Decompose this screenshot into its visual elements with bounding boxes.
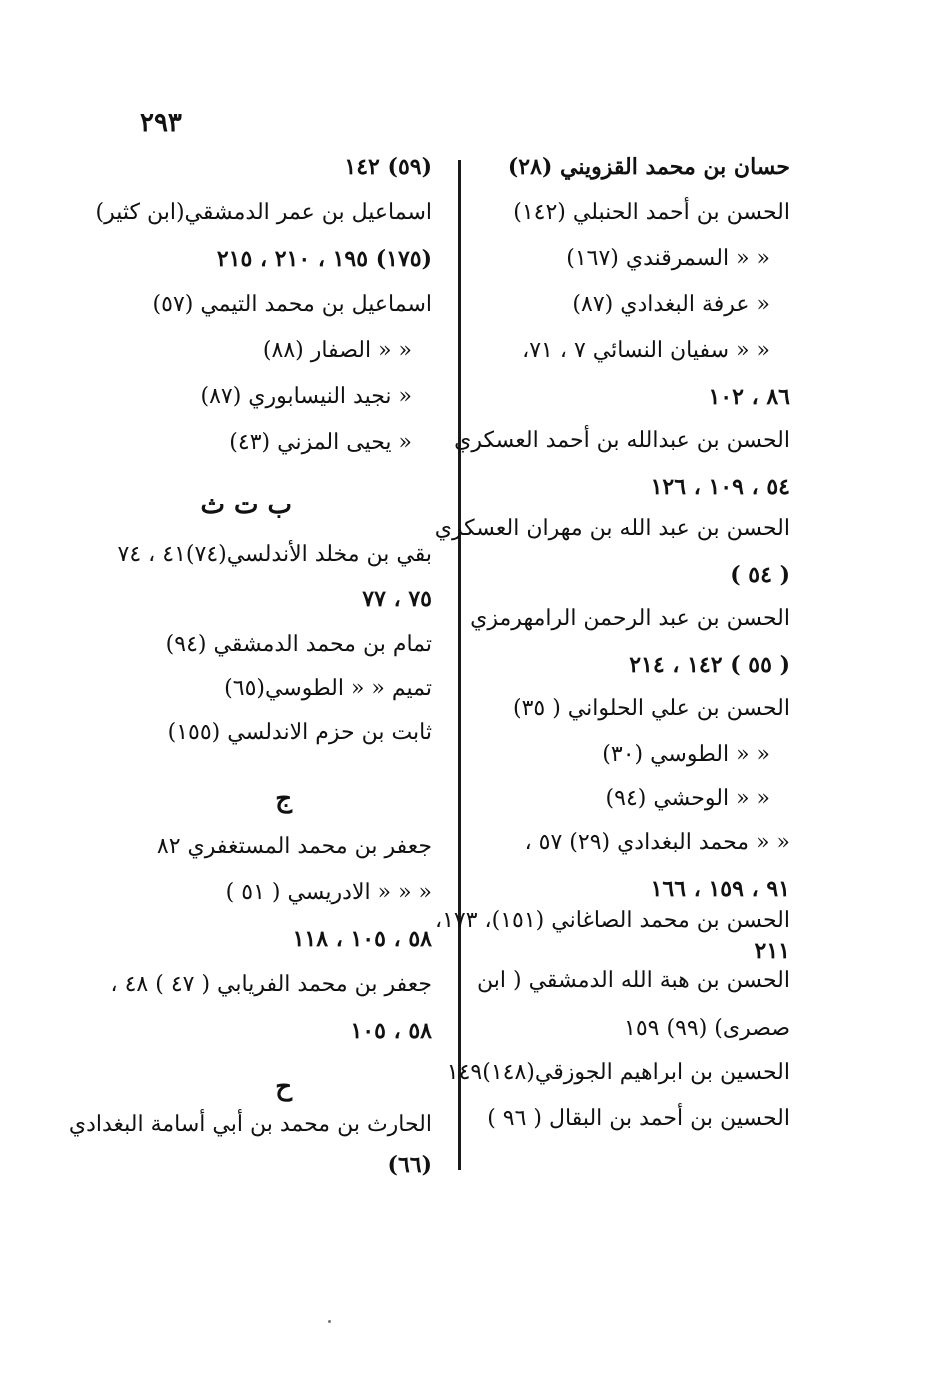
left-entry: « نجيد النيسابوري (٨٧)	[200, 384, 412, 409]
left-entry: جعفر بن محمد المستغفري ٨٢	[156, 834, 432, 859]
right-entry: « « الوحشي (٩٤)	[605, 786, 770, 811]
right-entry: « « السمرقندي (١٦٧)	[566, 246, 770, 271]
right-entry: الحسن بن عبدالله بن أحمد العسكري	[454, 428, 790, 453]
right-entry: ٢١١	[754, 938, 790, 964]
right-entry: الحسن بن أحمد الحنبلي (١٤٢)	[513, 200, 790, 225]
right-entry: الحسن بن عبد الله بن مهران العسكري	[434, 516, 790, 541]
left-entry: ٧٥ ، ٧٧	[362, 586, 432, 612]
left-entry: اسماعيل بن عمر الدمشقي(ابن كثير)	[95, 200, 432, 225]
left-entry: « « « الادريسي ( ٥١ )	[225, 880, 432, 905]
right-entry: الحسن بن هبة الله الدمشقي ( ابن	[477, 968, 790, 993]
left-entry: بقي بن مخلد الأندلسي(٧٤)٤١ ، ٧٤	[117, 542, 432, 567]
right-entry: الحسين بن ابراهيم الجوزقي(١٤٨)١٤٩	[446, 1060, 790, 1085]
right-entry: ٩١ ، ١٥٩ ، ١٦٦	[650, 876, 790, 902]
page-number: ٢٩٣	[140, 108, 182, 138]
left-section-heading: ح	[275, 1072, 292, 1102]
left-entry: (٥٩) ١٤٢	[344, 154, 432, 180]
right-entry: « « الطوسي (٣٠)	[602, 742, 770, 767]
right-entry: ( ٥٥ ) ١٤٢ ، ٢١٤	[629, 652, 790, 678]
right-entry: الحسن بن علي الحلواني ( ٣٥)	[512, 696, 790, 721]
right-entry: ٨٦ ، ١٠٢	[708, 384, 790, 410]
right-entry: الحسن بن محمد الصاغاني (١٥١)، ١٧٣،	[434, 908, 790, 933]
right-entry: الحسين بن أحمد بن البقال ( ٩٦ )	[487, 1106, 790, 1131]
left-entry: « يحيى المزني (٤٣)	[229, 430, 412, 455]
left-entry: تميم « « الطوسي(٦٥)	[224, 676, 432, 701]
left-entry: تمام بن محمد الدمشقي (٩٤)	[165, 632, 432, 657]
right-entry: ( ٥٤ )	[730, 562, 790, 588]
left-entry: (١٧٥) ١٩٥ ، ٢١٠ ، ٢١٥	[216, 246, 432, 272]
left-entry: (٦٦)	[387, 1152, 432, 1178]
left-entry: اسماعيل بن محمد التيمي (٥٧)	[152, 292, 432, 317]
right-entry: « عرفة البغدادي (٨٧)	[572, 292, 770, 317]
left-entry: الحارث بن محمد بن أبي أسامة البغدادي	[68, 1112, 432, 1137]
stray-mark	[328, 1320, 331, 1323]
column-divider	[458, 160, 461, 1170]
left-section-heading: ج	[275, 784, 292, 814]
right-entry: « « محمد البغدادي (٢٩) ٥٧ ،	[524, 830, 790, 855]
right-entry: الحسن بن عبد الرحمن الرامهرمزي	[470, 606, 790, 631]
left-entry: ثابت بن حزم الاندلسي (١٥٥)	[167, 720, 432, 745]
left-entry: جعفر بن محمد الفريابي ( ٤٧ ) ٤٨ ،	[110, 972, 432, 997]
right-entry: ٥٤ ، ١٠٩ ، ١٢٦	[650, 474, 790, 500]
right-entry: صصرى) (٩٩) ١٥٩	[624, 1016, 790, 1041]
left-entry: ٥٨ ، ١٠٥	[350, 1018, 432, 1044]
left-section-heading: ب ت ث	[200, 490, 292, 520]
left-entry: « « الصفار (٨٨)	[262, 338, 412, 363]
right-entry: حسان بن محمد القزويني (٢٨)	[507, 154, 790, 180]
right-entry: « « سفيان النسائي ٧ ، ٧١،	[522, 338, 770, 363]
left-entry: ٥٨ ، ١٠٥ ، ١١٨	[292, 926, 432, 952]
